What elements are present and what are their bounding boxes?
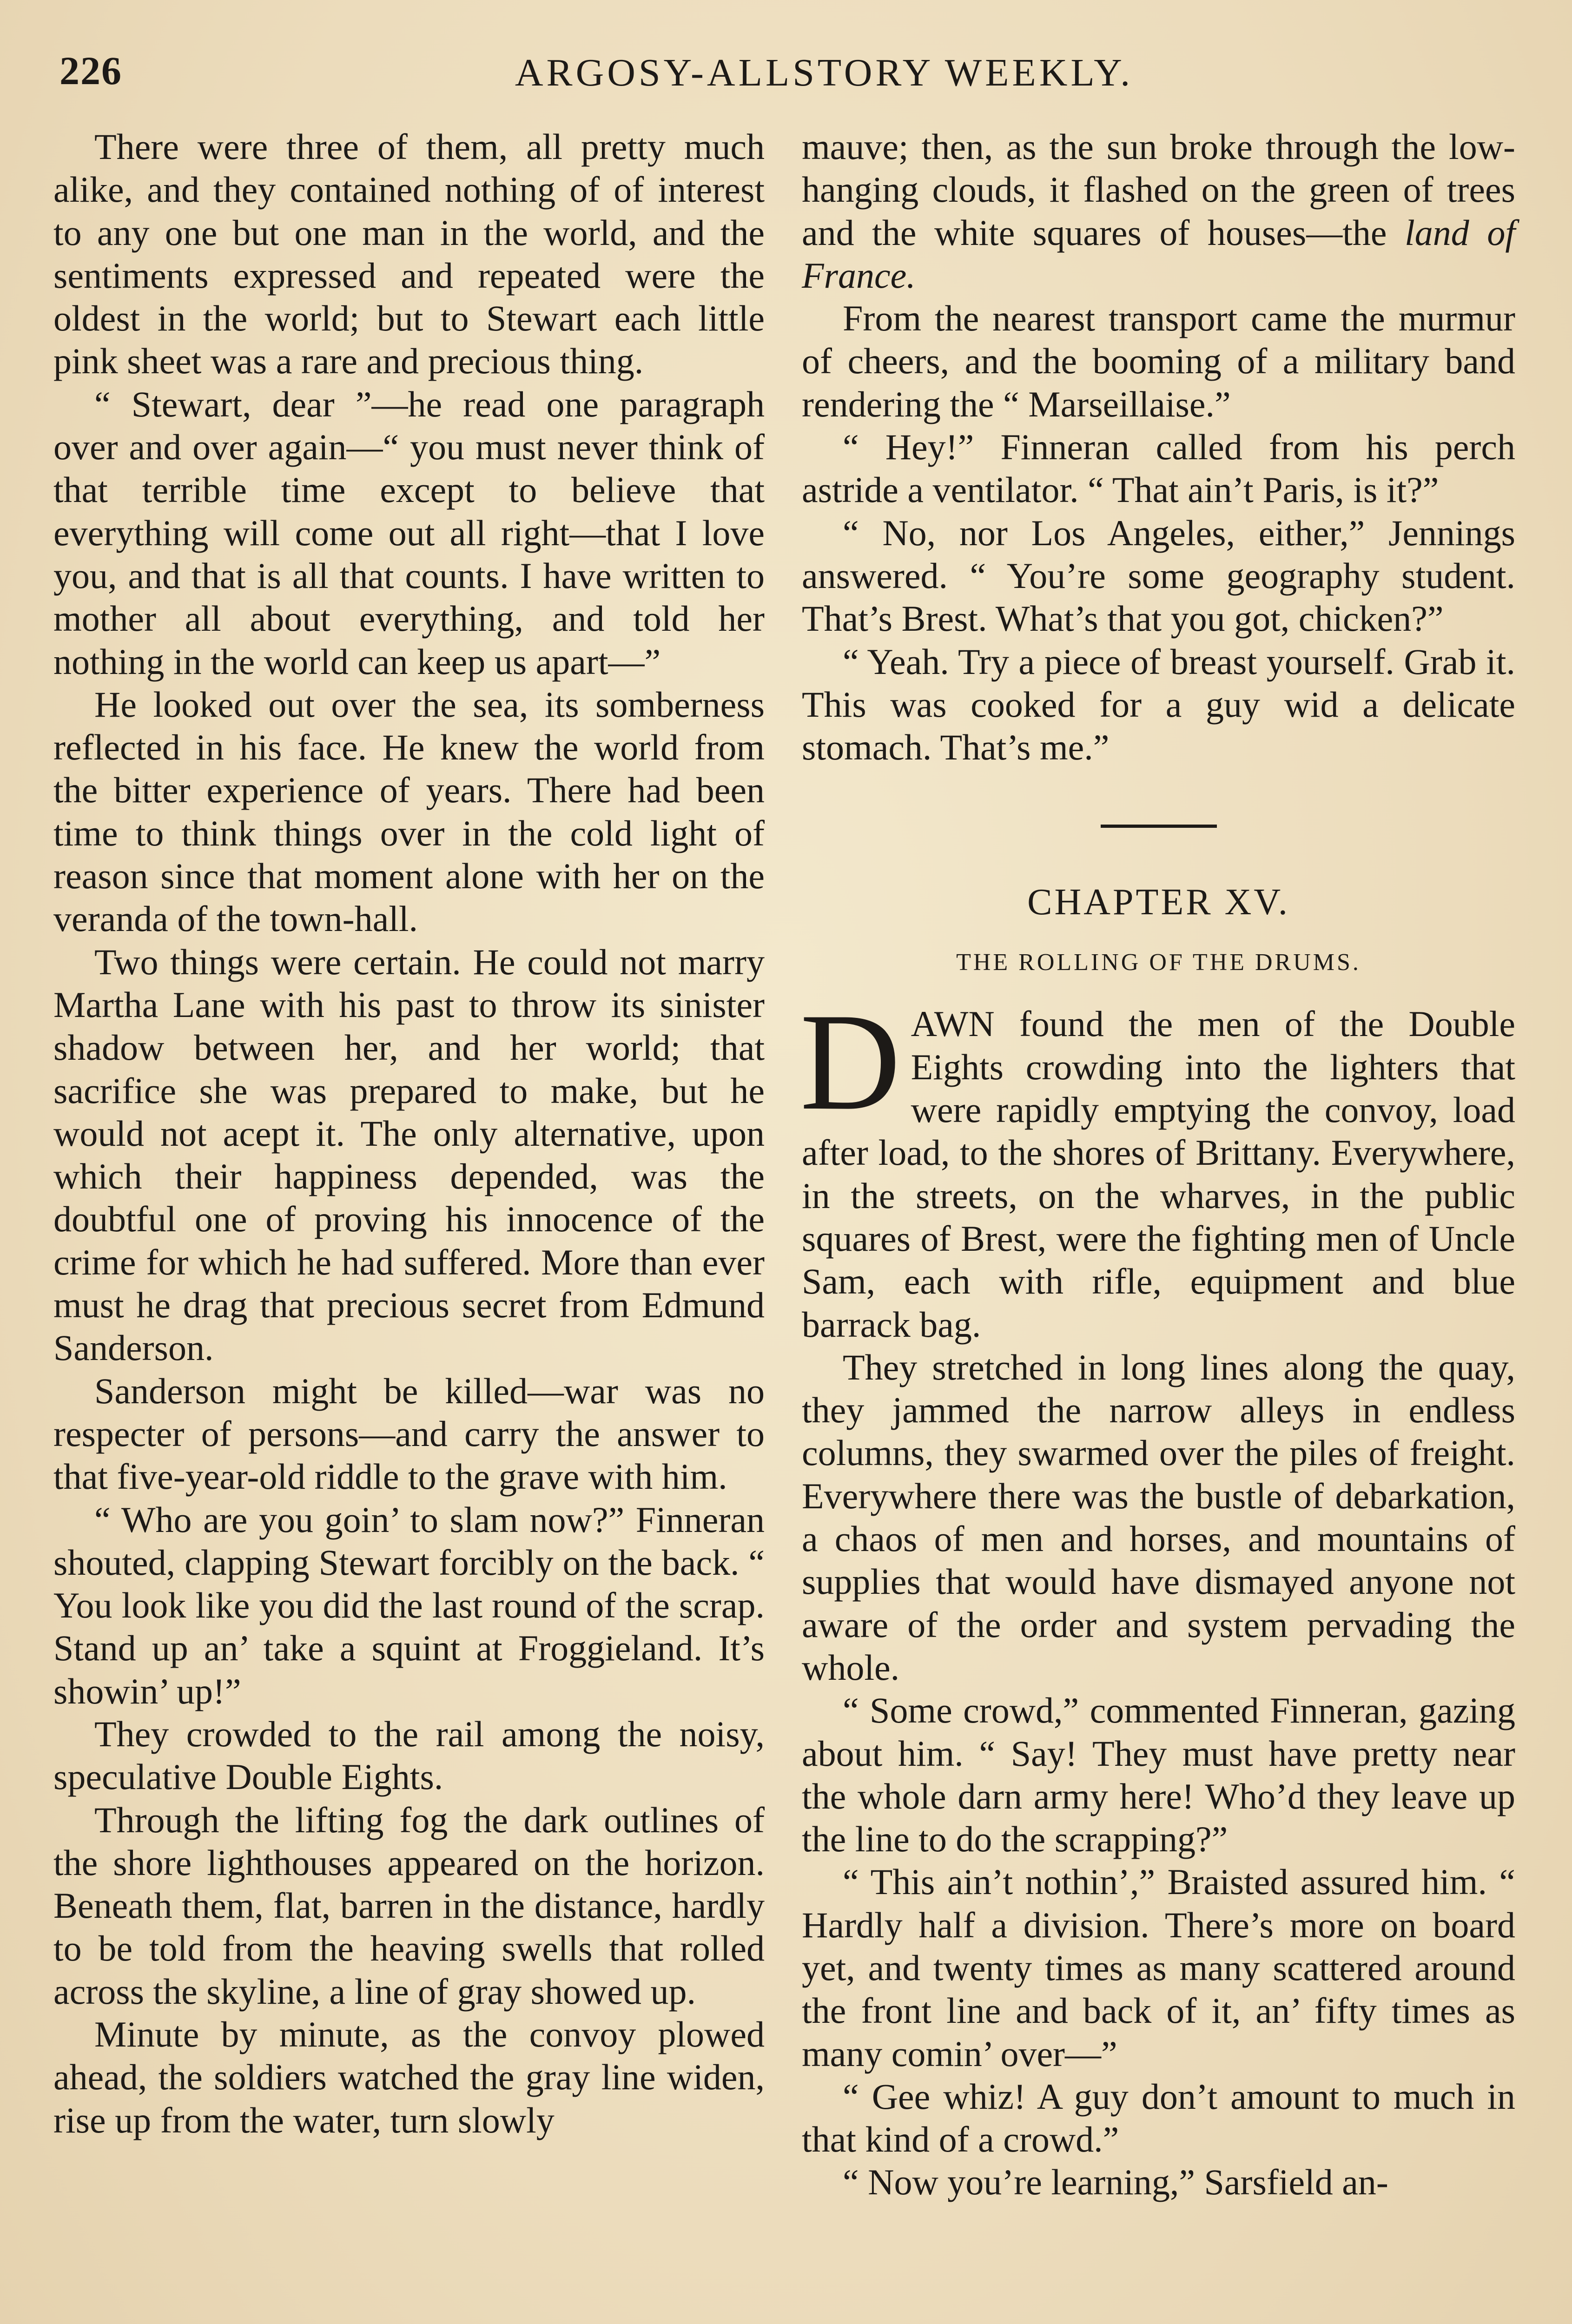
paragraph: Two things were certain. He could not marry Martha Lane with his past to throw its sinister shadow between her, and her world; that sacrifice she was prepared to make, but he would not acept it. The only alternative, upon which their happiness depended, was the doubtful one of proving his innocence of the crime for which he had suffered. More than ever must he drag that precious secret from Edmund Sanderson. bbox=[53, 941, 765, 1368]
paragraph: “ This ain’t nothin’,” Braisted assured him. “ Hardly half a division. There’s more on board yet, and twenty times as many scattered around the front line and back of it, an’ fifty times as many comin’ over—” bbox=[802, 1862, 1515, 2074]
running-title: ARGOSY-ALLSTORY WEEKLY. bbox=[515, 51, 1134, 94]
paragraph: Minute by minute, as the convoy plowed ahead, the soldiers watched the gray line widen, rise up from the water, turn slowly bbox=[53, 2014, 765, 2140]
paragraph: “ Stewart, dear ”—he read one paragraph over and over again—“ you must never think of that terrible time except to believe that everything will come out all right—that I love you, and that is all that counts. I have written to mother all about everything, and told her nothing in the world can keep us apart—” bbox=[53, 383, 765, 682]
paragraph: From the nearest transport came the murmur of cheers, and the booming of a military band rendering the “ Marseillaise.” bbox=[802, 298, 1515, 424]
section-divider bbox=[1101, 825, 1217, 828]
paragraph: There were three of them, all pretty much alike, and they contained nothing of of interest to any one but one man in the world, and the sentiments expressed and repeated were the oldest in the world; but to Stewart each little pink sheet was a rare and precious thing. bbox=[53, 126, 765, 382]
drop-cap: D bbox=[800, 984, 901, 1139]
paragraph: They crowded to the rail among the noisy, speculative Double Eights. bbox=[53, 1713, 765, 1797]
page-header bbox=[59, 43, 1514, 103]
continued-paragraph bbox=[802, 125, 1515, 297]
paragraph: “ Some crowd,” commented Finneran, gazing about him. “ Say! They must have pretty near the whole darn army here! Who’d they leave up the line to do the scrapping?” bbox=[802, 1690, 1515, 1860]
left-column bbox=[53, 125, 765, 2142]
paragraph: “ No, nor Los Angeles, either,” Jennings answered. “ You’re some geography student. That’s Brest. What’s that you got, chicken?” bbox=[802, 512, 1515, 639]
paragraph: He looked out over the sea, its somberness reflected in his face. He knew the world from the bitter experience of years. There had been time to think things over in the cold light of reason since that moment alone with her on the veranda of the town-hall. bbox=[53, 684, 765, 939]
opening-paragraph: AWN found the men of the Double Eights crowding into the lighters that were rapidly emptying the convoy, load after load, to the shores of Brittany. Everywhere, in the streets, on the wharves, in the public squares of Brest, were the fighting men of Uncle Sam, each with rifle, equipment and blue barrack bag. bbox=[802, 1004, 1515, 1345]
paragraph: “ Yeah. Try a piece of breast yourself. Grab it. This was cooked for a guy wid a delicate stomach. That’s me.” bbox=[802, 641, 1515, 768]
page-number: 226 bbox=[59, 48, 122, 93]
paragraph: “ Gee whiz! A guy don’t amount to much in that kind of a crowd.” bbox=[802, 2076, 1515, 2160]
paragraph: They stretched in long lines along the quay, they jammed the narrow alleys in endless columns, they swarmed over the piles of freight. Everywhere there was the bustle of debarkation, a chaos of men and horses, and mountains of supplies that would have dismayed anyone not aware of the order and system pervading the whole. bbox=[802, 1347, 1515, 1688]
paragraph: Sanderson might be killed—war was no respecter of persons—and carry the answer to that five-year-old riddle to the grave with him. bbox=[53, 1370, 765, 1497]
chapter-title: CHAPTER XV. bbox=[1027, 882, 1290, 923]
paragraph: “ Who are you goin’ to slam now?” Finneran shouted, clapping Stewart forcibly on the back. “ You look like you did the last round of the scrap. Stand up an’ take a squint at Froggieland. It’s showin’ up!” bbox=[53, 1499, 765, 1711]
chapter-opening bbox=[800, 984, 1515, 1346]
paragraph: “ Hey!” Finneran called from his perch astride a ventilator. “ That ain’t Paris, is it?” bbox=[802, 427, 1515, 510]
chapter-subtitle: THE ROLLING OF THE DRUMS. bbox=[956, 949, 1361, 976]
paragraph: Through the lifting fog the dark outlines of the shore lighthouses appeared on the horizon. Beneath them, flat, barren in the distance, hardly to be told from the heaving swells that rolled across the skyline, a line of gray showed up. bbox=[53, 1799, 765, 2012]
right-column bbox=[802, 125, 1515, 2204]
italic-phrase: land of France. bbox=[802, 212, 1515, 296]
continued-text: mauve; then, as the sun broke through the low-hanging clouds, it flashed on the green of trees and the white squares of houses—the bbox=[802, 126, 1515, 253]
paragraph: “ Now you’re learning,” Sarsfield an- bbox=[843, 2162, 1388, 2203]
